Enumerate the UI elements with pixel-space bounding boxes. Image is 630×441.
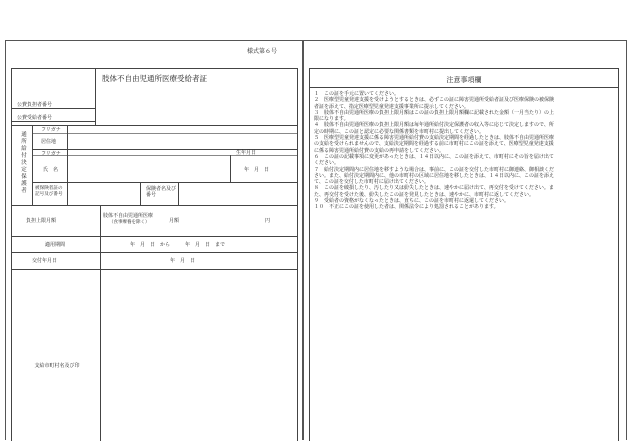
address-label: 居住地 [41, 139, 57, 145]
note-item: ４ 肢体不自由児通所医療の負担上限月額は毎年通所給付決定保護者の収入等に応じて決定しますので、所定の時期に、この証と認定に必要な関係書類を市町村に提出してください。 [314, 122, 554, 135]
certificate-title: 肢体不自由児通所医療受給者証 [102, 74, 207, 83]
period-label: 適用期間 [45, 242, 66, 248]
issue-date-value: 年 月 日 [170, 258, 196, 264]
certificate-page [5, 40, 303, 440]
insurer-label: 保険者名及び番号 [146, 186, 177, 198]
note-item: ３ 肢体不自由児通所医療の負担上限月額はこの証の負担上限月額欄に記載された金額（一月当たり）の上限になります。 [314, 109, 555, 123]
limit-label: 負担上限月額 [26, 218, 57, 224]
form-number: 様式第６号 [247, 48, 278, 55]
note-item: ６ この証の記載事項に変更があったときは、１４日以内に、この証を添えて、市町村にその旨を届け出てください。 [314, 153, 554, 167]
certificate-table [11, 68, 298, 441]
birthdate-value: 年 月 日 [244, 167, 270, 173]
notes-title: 注意事項欄 [446, 76, 482, 84]
notes-box [309, 68, 619, 441]
guardian-side-label: 通所給付決定保護者 [20, 131, 26, 194]
note-item: ５ 医療型児童発達支援に係る障害児通所給付費の支給決定期間を経過したときは、肢体不自由児通所医療の支給を受けられませんので、支給決定期間を経過する前に市町村にこの証を添えて、医療型児童発達支援に係る障害児通所給付費の支給の再申請をしてください。 [314, 135, 555, 154]
monthly-label: 月額 [169, 218, 180, 224]
yen-label: 円 [265, 218, 271, 224]
limit-description: 肢体不自由児通所医療 [103, 213, 154, 219]
payer-number-label: 公費負担者番号 [17, 102, 53, 108]
period-value: 年 月 日 から 年 月 日 まで [130, 242, 226, 248]
furigana-label-2: フリガナ [41, 151, 61, 157]
name-label: 氏 名 [43, 167, 59, 173]
note-item: ９ 受給者の資格がなくなったときは、直ちに、この証を市町村に返還してください。 [314, 198, 510, 205]
note-item: １ この証を手元に置いてください。 [314, 91, 400, 97]
notes-list [314, 91, 554, 211]
note-item: ７ 給付決定期間内に居住地を移すような場合は、事前に、この証を交付した市町村に御連絡、御相談ください。また、給付決定期間内に、他の市町村の区域に居住地を移したときは、１４日以内に、この証を添えて、この証を交付した市町村に届け出てください。 [314, 166, 555, 186]
recipient-number-label: 公費受給者番号 [17, 115, 53, 121]
furigana-label: フリガナ [41, 127, 61, 133]
note-item: １０ 不正にこの証を使用した者は、関係法令により処罰されることがあります。 [314, 204, 499, 211]
municipality-label: 支給市町村名及び印 [34, 363, 80, 369]
note-item: ８ この証を破損したり、汚したり又は紛失したときは、速やかに届け出て、再交付を受けてください。また、再交付を受けた後、紛失したこの証を発見したときは、速やかに、市町村に返してください。 [314, 185, 554, 198]
insured-cert-label: 被保険者証の記号及び番号 [35, 186, 63, 197]
note-item: ２ 医療型児童発達支援を受けようとするときは、必ずこの証に障害児通所受給者証及び医療保険の被保険者証を添えて、指定医療型児童発達支援事業所に提示してください。 [314, 97, 555, 110]
notes-page [303, 40, 627, 440]
limit-description-sub: （食事療養を除く） [109, 220, 150, 225]
birthdate-label: 生年月日 [236, 150, 257, 156]
issue-date-label: 交付年月日 [32, 258, 58, 264]
